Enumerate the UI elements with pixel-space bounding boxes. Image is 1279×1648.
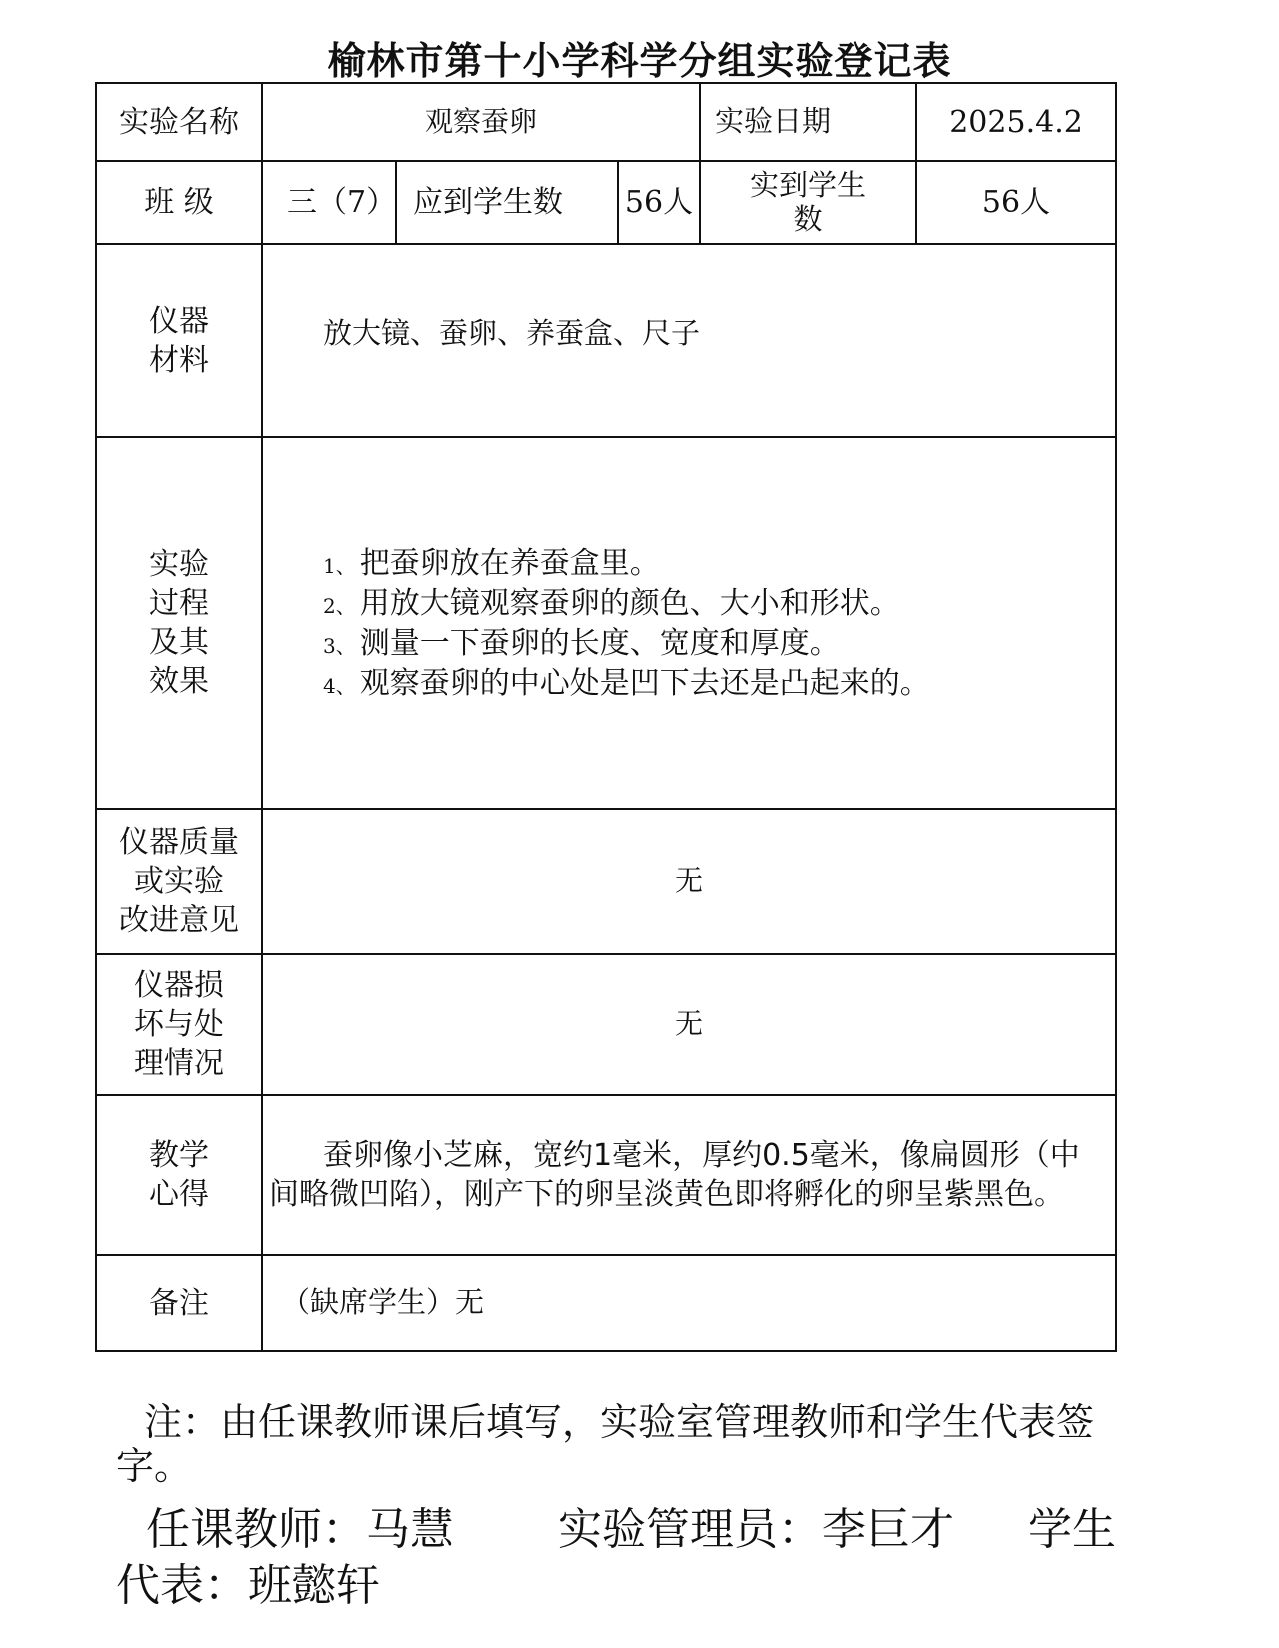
row-materials bbox=[96, 244, 1116, 437]
remarks-label: 备注 bbox=[96, 1255, 262, 1351]
reflection-value: 蚕卵像小芝麻，宽约1毫米，厚约0.5毫米，像扁圆形（中间略微凹陷），刚产下的卵呈淡黄色即将孵化的卵呈紫黑色。 bbox=[262, 1095, 1116, 1255]
reflection-label-line: 心得 bbox=[149, 1177, 209, 1212]
actual-students-label-line1: 实到学生 bbox=[750, 168, 867, 203]
row-class bbox=[96, 161, 1116, 244]
registration-table bbox=[95, 82, 1117, 1352]
step-text: 用放大镜观察蚕卵的颜色、大小和形状。 bbox=[359, 586, 900, 621]
class-value: 三（7） bbox=[262, 161, 396, 244]
quality-label-line: 仪器质量 bbox=[119, 825, 239, 860]
quality-value: 无 bbox=[262, 809, 1116, 954]
reflection-label bbox=[96, 1095, 262, 1255]
process-step bbox=[323, 583, 1115, 623]
actual-students-value: 56人 bbox=[916, 161, 1116, 244]
step-text: 把蚕卵放在养蚕盒里。 bbox=[359, 546, 660, 581]
experiment-name-value: 观察蚕卵 bbox=[262, 83, 700, 161]
footer-note: 注：由任课教师课后填写，实验室管理教师和学生代表签字。 bbox=[116, 1400, 1095, 1489]
row-damage bbox=[96, 954, 1116, 1095]
experiment-date-label: 实验日期 bbox=[700, 83, 916, 161]
process-steps bbox=[262, 437, 1116, 809]
quality-label bbox=[96, 809, 262, 954]
step-number: 3、 bbox=[323, 634, 356, 658]
reflection-label-line: 教学 bbox=[149, 1138, 209, 1173]
admin-signature: 实验管理员：李巨才 bbox=[558, 1504, 954, 1555]
process-label-line: 实验 bbox=[149, 547, 209, 582]
process-step bbox=[323, 623, 1115, 663]
process-label-line: 效果 bbox=[149, 664, 209, 699]
process-label bbox=[96, 437, 262, 809]
expected-students-label: 应到学生数 bbox=[396, 161, 618, 244]
row-process bbox=[96, 437, 1116, 809]
actual-students-label-line2: 数 bbox=[793, 201, 823, 236]
teacher-signature: 任课教师：马慧 bbox=[146, 1504, 454, 1555]
materials-label-line2: 材料 bbox=[149, 342, 209, 378]
materials-label bbox=[96, 244, 262, 437]
damage-label-line: 仪器损 bbox=[134, 968, 224, 1003]
quality-label-line: 改进意见 bbox=[119, 903, 239, 938]
signature-line bbox=[146, 1493, 1116, 1557]
step-number: 4、 bbox=[323, 674, 356, 698]
actual-students-label bbox=[700, 161, 916, 244]
process-label-line: 及其 bbox=[149, 625, 209, 660]
class-label: 班 级 bbox=[96, 161, 262, 244]
step-text: 观察蚕卵的中心处是凹下去还是凸起来的。 bbox=[359, 666, 930, 701]
damage-label-line: 坏与处 bbox=[134, 1007, 224, 1042]
step-text: 测量一下蚕卵的长度、宽度和厚度。 bbox=[359, 626, 840, 661]
remarks-value: （缺席学生）无 bbox=[262, 1255, 1116, 1351]
damage-value: 无 bbox=[262, 954, 1116, 1095]
student-rep-signature: 代表：班懿轩 bbox=[116, 1560, 380, 1611]
row-remarks bbox=[96, 1255, 1116, 1351]
materials-value: 放大镜、蚕卵、养蚕盒、尺子 bbox=[262, 244, 1116, 437]
student-rep-label-part1: 学生 bbox=[1028, 1504, 1116, 1555]
quality-label-line: 或实验 bbox=[134, 864, 224, 899]
process-step bbox=[323, 663, 1115, 703]
row-experiment-name bbox=[96, 83, 1116, 161]
process-step bbox=[323, 543, 1115, 583]
damage-label-line: 理情况 bbox=[134, 1046, 224, 1081]
row-reflection bbox=[96, 1095, 1116, 1255]
step-number: 1、 bbox=[323, 554, 356, 578]
row-quality bbox=[96, 809, 1116, 954]
experiment-date-value: 2025.4.2 bbox=[916, 83, 1116, 161]
expected-students-value: 56人 bbox=[618, 161, 700, 244]
form-title: 榆林市第十小学科学分组实验登记表 bbox=[327, 39, 952, 83]
damage-label bbox=[96, 954, 262, 1095]
step-number: 2、 bbox=[323, 594, 356, 618]
process-label-line: 过程 bbox=[149, 586, 209, 621]
materials-label-line1: 仪器 bbox=[149, 303, 209, 339]
experiment-name-label: 实验名称 bbox=[96, 83, 262, 161]
